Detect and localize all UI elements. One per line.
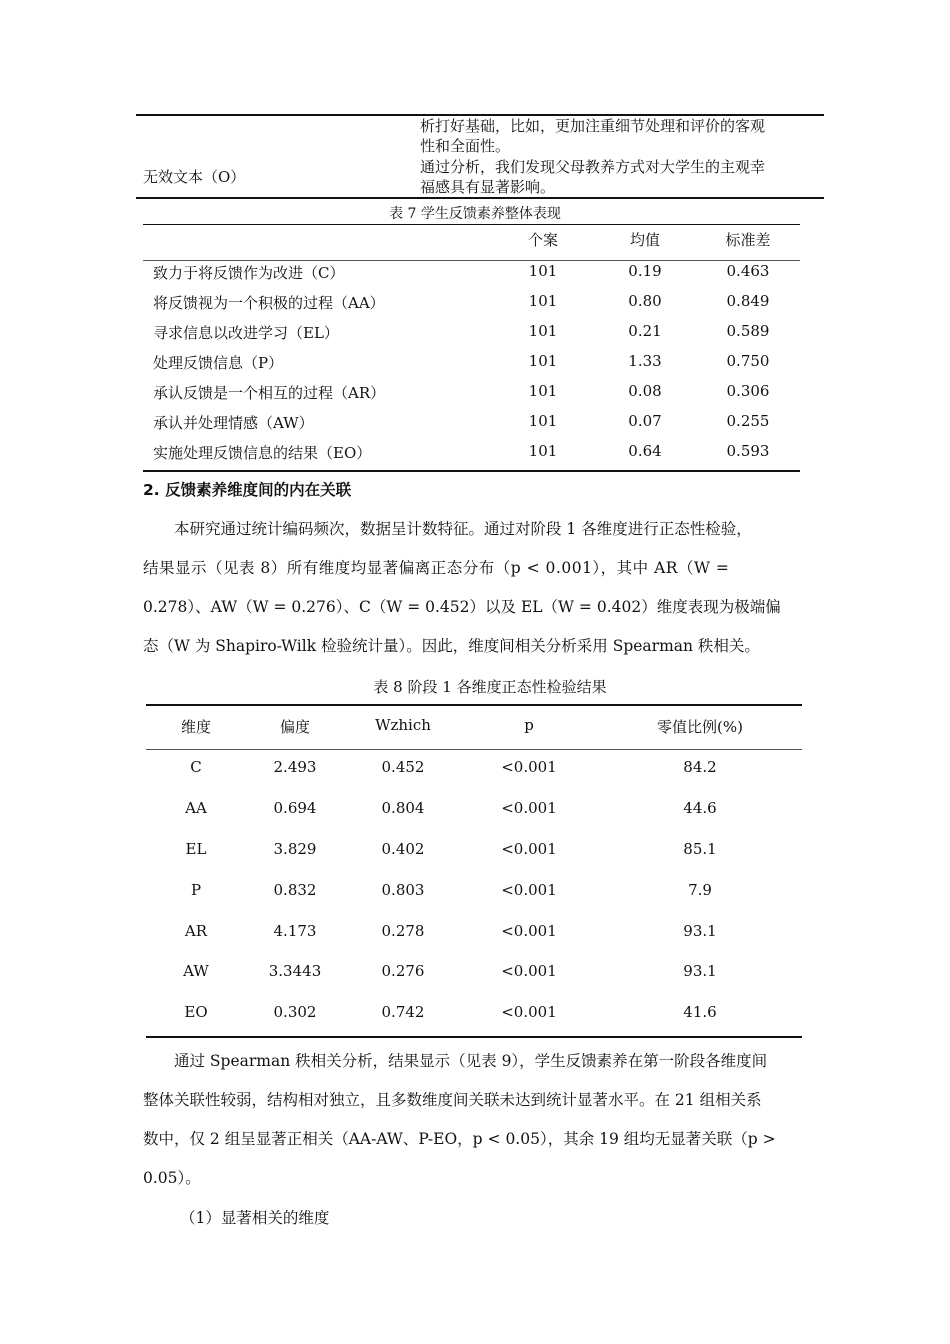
table8-cell-dimension: AW <box>183 962 209 980</box>
table7-row-label: 处理反馈信息（P） <box>153 354 284 372</box>
table8-cell-p: <0.001 <box>501 840 557 858</box>
table8-cell-dimension: AR <box>184 922 208 940</box>
table8-cell-skewness: 2.493 <box>273 758 317 776</box>
table7-cell-count: 101 <box>528 442 558 460</box>
table8-cell-zero-ratio: 85.1 <box>683 840 717 858</box>
table7-cell-count: 101 <box>528 412 558 430</box>
table8-cell-w: 0.452 <box>381 758 425 776</box>
table7-row-label: 寻求信息以改进学习（EL） <box>153 324 339 342</box>
table8-cell-w: 0.742 <box>381 1003 425 1021</box>
table7-cell-mean: 0.21 <box>628 322 662 340</box>
table7-row-label: 实施处理反馈信息的结果（EO） <box>153 444 372 462</box>
table7-header-count: 个案 <box>527 231 558 249</box>
table7-row-label: 将反馈视为一个积极的过程（AA） <box>153 294 385 312</box>
table7-cell-sd: 0.593 <box>726 442 770 460</box>
top-table-content-line: 析打好基础，比如，更加注重细节处理和评价的客观 <box>420 117 766 135</box>
table8-cell-skewness: 0.832 <box>273 881 317 899</box>
table7-row-label: 承认并处理情感（AW） <box>153 414 314 432</box>
table7-cell-count: 101 <box>528 352 558 370</box>
subheading: （1）显著相关的维度 <box>180 1209 330 1227</box>
table7-caption: 表 7 学生反馈素养整体表现 <box>389 206 561 222</box>
table8-header-p: p <box>524 716 534 734</box>
table8-cell-zero-ratio: 93.1 <box>683 922 717 940</box>
table8-cell-zero-ratio: 84.2 <box>683 758 717 776</box>
table8-cell-p: <0.001 <box>501 881 557 899</box>
table8-header-rule <box>146 749 802 750</box>
table7-cell-sd: 0.463 <box>726 262 770 280</box>
table7-cell-mean: 0.08 <box>628 382 662 400</box>
table7-header-sd: 标准差 <box>725 231 771 249</box>
table8-header-zero-ratio: 零值比例(%) <box>657 718 743 736</box>
paragraph-line: 通过 Spearman 秩相关分析，结果显示（见表 9），学生反馈素养在第一阶段各维度间 <box>174 1052 768 1070</box>
table8-bottom-rule <box>146 1036 802 1038</box>
table8-cell-zero-ratio: 7.9 <box>688 881 712 899</box>
top-table-row-label: 无效文本（O） <box>143 168 246 186</box>
paragraph-correlation <box>143 1042 807 1198</box>
table8-top-rule <box>146 704 802 706</box>
table8-cell-zero-ratio: 41.6 <box>683 1003 717 1021</box>
table8-cell-dimension: C <box>190 758 202 776</box>
top-table-content-line: 通过分析，我们发现父母教养方式对大学生的主观幸 <box>420 158 766 176</box>
table7-header-rule <box>143 260 800 261</box>
table8-cell-p: <0.001 <box>501 1003 557 1021</box>
table8-cell-p: <0.001 <box>501 962 557 980</box>
table8-cell-zero-ratio: 44.6 <box>683 799 717 817</box>
paragraph-line: 态（W 为 Shapiro-Wilk 检验统计量）。因此，维度间相关分析采用 Spearman 秩相关。 <box>143 637 760 655</box>
table7-cell-sd: 0.750 <box>726 352 770 370</box>
paragraph-line: 数中，仅 2 组呈显著正相关（AA-AW、P-EO，p < 0.05），其余 19 组均无显著关联（p > <box>143 1130 776 1148</box>
table7-cell-count: 101 <box>528 292 558 310</box>
table8-cell-dimension: EL <box>185 840 207 858</box>
table8-cell-w: 0.804 <box>381 799 425 817</box>
top-table-bottom-rule <box>136 197 824 199</box>
table8-cell-dimension: EO <box>184 1003 208 1021</box>
table8-header-dimension: 维度 <box>180 718 211 736</box>
table7-cell-sd: 0.306 <box>726 382 770 400</box>
table8-cell-skewness: 3.829 <box>273 840 317 858</box>
table7-row-label: 致力于将反馈作为改进（C） <box>153 264 345 282</box>
section-heading: 2. 反馈素养维度间的内在关联 <box>143 481 352 499</box>
top-table-top-rule <box>136 114 824 116</box>
top-table-content <box>420 117 820 197</box>
table8-header-w: Wzhich <box>375 716 431 734</box>
table7-bottom-rule <box>143 470 800 472</box>
table7-cell-count: 101 <box>528 322 558 340</box>
table7-row-label: 承认反馈是一个相互的过程（AR） <box>153 384 386 402</box>
table8-cell-p: <0.001 <box>501 758 557 776</box>
table8-cell-zero-ratio: 93.1 <box>683 962 717 980</box>
table8-cell-w: 0.278 <box>381 922 425 940</box>
paragraph-line: 0.278）、AW（W = 0.276）、C（W = 0.452）以及 EL（W = 0.402）维度表现为极端偏 <box>143 598 781 616</box>
table7-cell-count: 101 <box>528 382 558 400</box>
table7-top-rule <box>143 224 800 225</box>
table7-cell-mean: 0.19 <box>628 262 662 280</box>
table8-cell-w: 0.276 <box>381 962 425 980</box>
table7-cell-mean: 0.07 <box>628 412 662 430</box>
table7-cell-sd: 0.589 <box>726 322 770 340</box>
table8-cell-skewness: 0.302 <box>273 1003 317 1021</box>
table7-cell-sd: 0.255 <box>726 412 770 430</box>
top-table-content-line: 福感具有显著影响。 <box>420 177 556 196</box>
top-table-content-line: 性和全面性。 <box>420 136 511 155</box>
paragraph-line: 本研究通过统计编码频次，数据呈计数特征。通过对阶段 1 各维度进行正态性检验， <box>174 520 752 538</box>
table8-cell-dimension: AA <box>185 799 207 817</box>
paragraph-line: 整体关联性较弱，结构相对独立，且多数维度间关联未达到统计显著水平。在 21 组相关系 <box>143 1091 762 1109</box>
table8-cell-skewness: 4.173 <box>273 922 317 940</box>
table8-cell-w: 0.803 <box>381 881 425 899</box>
table8-cell-w: 0.402 <box>381 840 425 858</box>
paragraph-line: 0.05）。 <box>143 1169 201 1187</box>
table8-cell-dimension: P <box>190 881 202 899</box>
table8-header-skewness: 偏度 <box>279 718 310 736</box>
table7-cell-sd: 0.849 <box>726 292 770 310</box>
table7-cell-count: 101 <box>528 262 558 280</box>
table8-cell-p: <0.001 <box>501 922 557 940</box>
table7-cell-mean: 0.80 <box>628 292 662 310</box>
table7-cell-mean: 0.64 <box>628 442 662 460</box>
table8-cell-skewness: 0.694 <box>273 799 317 817</box>
paragraph-line: 结果显示（见表 8）所有维度均显著偏离正态分布（p < 0.001），其中 AR（W = <box>143 559 730 577</box>
table8-caption: 表 8 阶段 1 各维度正态性检验结果 <box>373 678 607 696</box>
paragraph-normality <box>143 510 807 666</box>
table8-cell-skewness: 3.3443 <box>268 962 322 980</box>
table7-header-mean: 均值 <box>629 231 660 249</box>
table7-cell-mean: 1.33 <box>628 352 662 370</box>
table8-cell-p: <0.001 <box>501 799 557 817</box>
